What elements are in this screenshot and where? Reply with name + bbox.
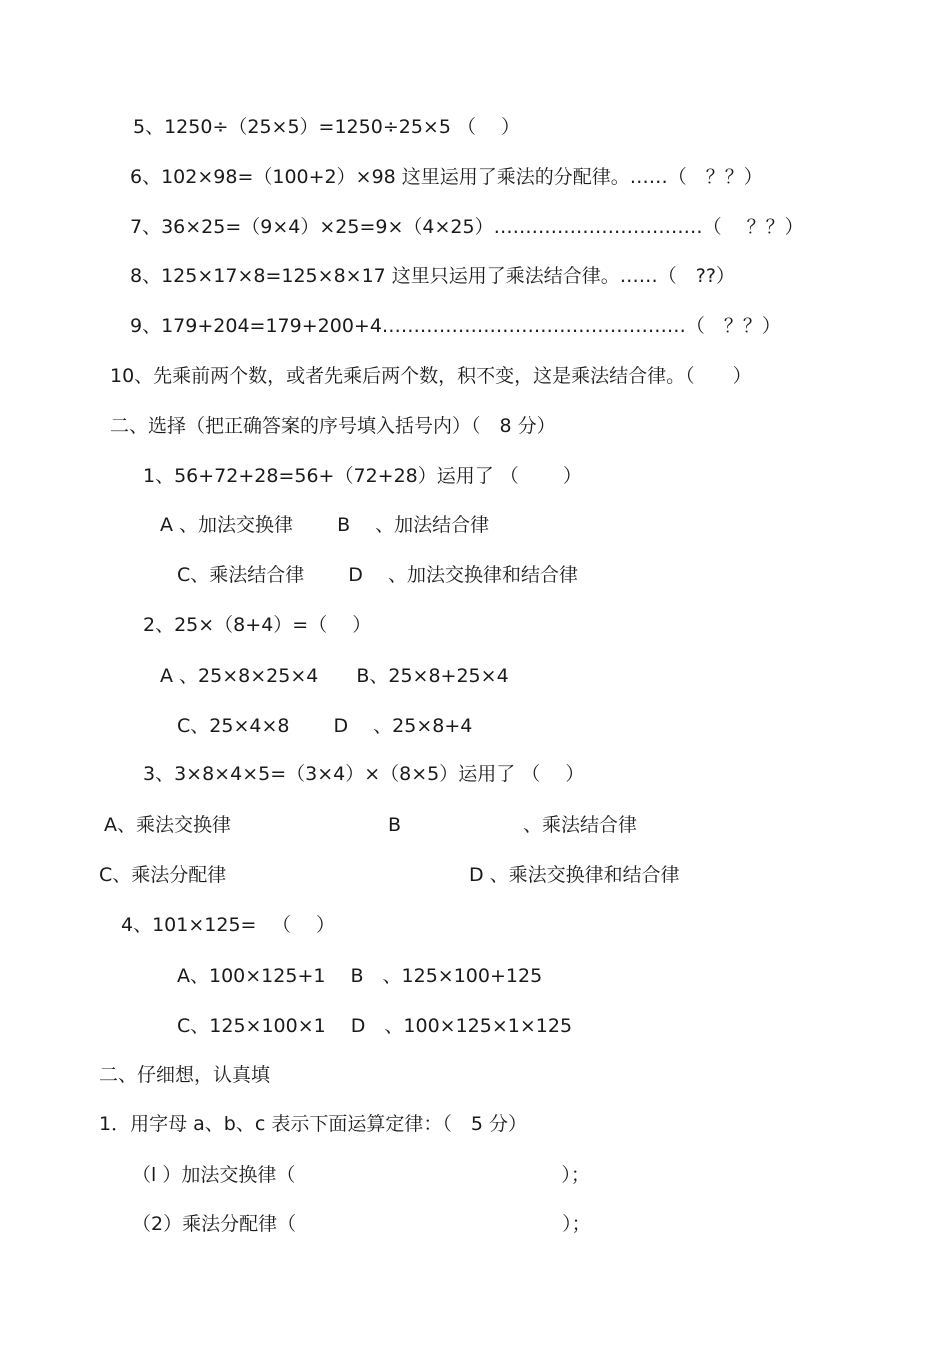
choice-4-options-cd: C、125×100×1 D 、100×125×1×125 xyxy=(177,1015,573,1037)
section-choice-title: 二、选择（把正确答案的序号填入括号内）（ 8 分） xyxy=(110,415,556,437)
section-fill-title: 二、仔细想，认真填 xyxy=(99,1064,271,1086)
choice-3-option-a: A、乘法交换律 xyxy=(104,814,231,836)
choice-3-option-b-letter: B xyxy=(388,814,402,836)
judgement-item-10: 10、先乘前两个数，或者先乘后两个数，积不变，这是乘法结合律。（ ） xyxy=(110,365,752,387)
fill-question-1-part-1: （l ）加法交换律（ ）； xyxy=(132,1164,590,1186)
judgement-item-7: 7、36×25=（9×4）×25=9×（4×25）……………………………（ ？？） xyxy=(130,216,804,238)
choice-2-options-cd: C、25×4×8 D 、25×8+4 xyxy=(177,715,473,737)
choice-question-4: 4、101×125= （ ） xyxy=(121,914,336,936)
choice-2-options-ab: A 、25×8×25×4 B、25×8+25×4 xyxy=(160,665,509,687)
choice-question-3: 3、3×8×4×5=（3×4）×（8×5）运用了 （ ） xyxy=(143,763,585,785)
fill-question-1-part-2: （2）乘法分配律（ ）； xyxy=(132,1213,591,1235)
judgement-item-9: 9、179+204=179+200+4…………………………………………（ ？？） xyxy=(130,315,781,337)
judgement-item-6: 6、102×98=（100+2）×98 这里运用了乘法的分配律。……（ ？？） xyxy=(130,166,763,188)
choice-4-options-ab: A、100×125+1 B 、125×100+125 xyxy=(177,965,543,987)
judgement-item-5: 5、1250÷（25×5）=1250÷25×5 （ ） xyxy=(133,116,521,138)
choice-1-options-ab: A 、加法交换律 B 、加法结合律 xyxy=(160,514,490,536)
judgement-item-8: 8、125×17×8=125×8×17 这里只运用了乘法结合律。……（ ??） xyxy=(130,265,735,287)
fill-question-1: 1．用字母 a、b、c 表示下面运算定律：（ 5 分） xyxy=(99,1113,527,1135)
choice-3-option-d: D 、乘法交换律和结合律 xyxy=(469,864,680,886)
choice-3-option-b-text: 、乘法结合律 xyxy=(523,814,638,836)
choice-question-2: 2、25×（8+4）=（ ） xyxy=(143,614,372,636)
choice-3-option-c: C、乘法分配律 xyxy=(99,864,227,886)
choice-1-options-cd: C、乘法结合律 D 、加法交换律和结合律 xyxy=(177,564,578,586)
choice-question-1: 1、56+72+28=56+（72+28）运用了 （ ） xyxy=(143,465,582,487)
